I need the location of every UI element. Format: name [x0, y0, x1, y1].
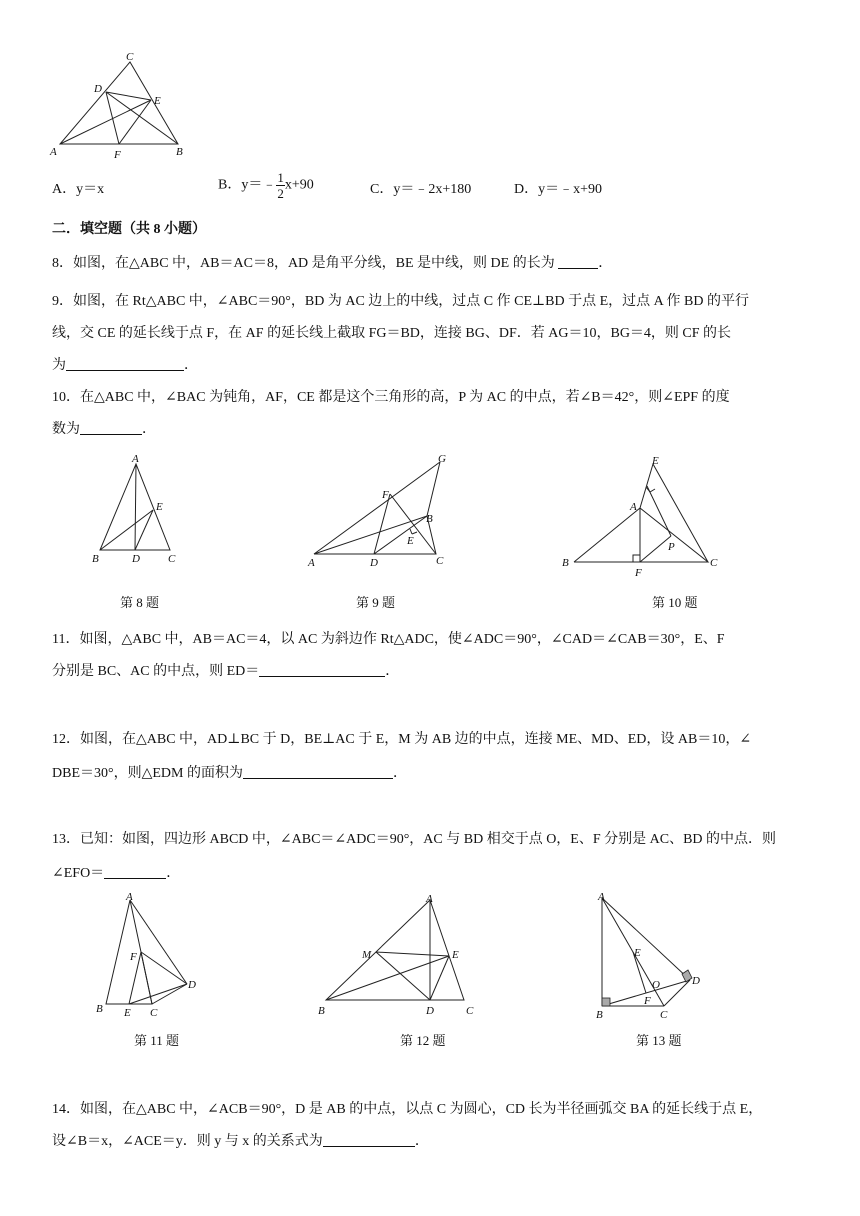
label-o: O: [652, 979, 660, 991]
question-13-line2: ∠EFO＝ ．: [52, 866, 181, 881]
label-a: A: [126, 891, 133, 903]
fraction-half: $\frac{1}{2}$: [277, 170, 284, 201]
label-e: E: [156, 501, 163, 513]
question-14-line2: 设∠B＝x，∠ACE＝y．则 y 与 x 的关系式为 ．: [52, 1134, 429, 1149]
caption-q9: 第 9 题: [356, 595, 396, 610]
label-f: F: [635, 567, 642, 579]
label-f: F: [382, 489, 389, 501]
question-11-line1: 11．如图，△ABC 中，AB＝AC＝4，以 AC 为斜边作 Rt△ADC，使∠ADC＝90°，∠CAD＝∠CAB＝30°，E、F: [52, 632, 725, 647]
question-9-line3: 为 ．: [52, 358, 198, 373]
caption-q10: 第 10 题: [652, 595, 698, 610]
label-e: E: [452, 949, 459, 961]
option-a: A．y＝x: [52, 182, 105, 197]
label-a: A: [132, 453, 139, 465]
label-d: D: [94, 83, 102, 95]
label-e: E: [154, 95, 161, 107]
label-a: A: [308, 557, 315, 569]
caption-q13: 第 13 题: [636, 1033, 682, 1048]
figure-q11: [92, 890, 212, 1020]
label-d: D: [370, 557, 378, 569]
label-d: D: [426, 1005, 434, 1017]
label-b: B: [318, 1005, 325, 1017]
figure-q9: [300, 452, 460, 572]
question-14-line1: 14．如图，在△ABC 中，∠ACB＝90°，D 是 AB 的中点，以点 C 为圆心，CD 长为半径画弧交 BA 的延长线于点 E，: [52, 1102, 763, 1117]
label-c: C: [466, 1005, 474, 1017]
question-8: 8．如图，在△ABC 中，AB＝AC＝8，AD 是角平分线，BE 是中线，则 DE 的长为 ．: [52, 256, 613, 271]
label-f: F: [644, 995, 651, 1007]
label-b: B: [596, 1009, 603, 1020]
question-10-line2: 数为 ．: [52, 422, 156, 437]
label-d: D: [692, 975, 700, 987]
section-heading: 二．填空题（共 8 小题）: [52, 222, 206, 237]
figure-q8: [88, 452, 188, 572]
figure-q12: [310, 890, 490, 1020]
caption-q12: 第 12 题: [400, 1033, 446, 1048]
answer-blank-11[interactable]: [259, 662, 385, 677]
option-b: B．y＝﹣ $\frac{1}{2}$ x+90: [218, 170, 314, 201]
label-b: B: [176, 146, 183, 158]
label-c: C: [150, 1007, 158, 1019]
caption-q8: 第 8 题: [120, 595, 160, 610]
label-b: B: [562, 557, 569, 569]
question-9-line1: 9．如图，在 Rt△ABC 中，∠ABC＝90°，BD 为 AC 边上的中线，过点 C 作 CE⊥BD 于点 E，过点 A 作 BD 的平行: [52, 294, 749, 309]
option-d: D．y＝﹣x+90: [514, 182, 603, 197]
label-b: B: [426, 513, 433, 525]
answer-blank-8[interactable]: [558, 254, 598, 269]
label-d: D: [188, 979, 196, 991]
label-c: C: [710, 557, 718, 569]
label-c: C: [436, 555, 444, 567]
label-a: A: [630, 501, 637, 513]
figure-q10: [558, 452, 728, 582]
figure-q7: [48, 50, 198, 162]
label-p: P: [668, 541, 675, 553]
label-a: A: [598, 891, 605, 903]
label-c: C: [126, 51, 134, 63]
question-10-line1: 10．在△ABC 中，∠BAC 为钝角，AF，CE 都是这个三角形的高，P 为 AC 的中点，若∠B＝42°，则∠EPF 的度: [52, 390, 730, 405]
label-d: D: [132, 553, 140, 565]
answer-blank-13[interactable]: [104, 864, 166, 879]
answer-blank-10[interactable]: [80, 420, 142, 435]
label-a: A: [50, 146, 57, 158]
label-f: F: [114, 149, 121, 161]
label-g: G: [438, 453, 446, 465]
label-b: B: [96, 1003, 103, 1015]
label-e: E: [124, 1007, 131, 1019]
question-9-line2: 线，交 CE 的延长线于点 F，在 AF 的延长线上截取 FG＝BD，连接 BG、DF．若 AG＝10，BG＝4，则 CF 的长: [52, 326, 732, 341]
question-11-line2: 分别是 BC、AC 的中点，则 ED＝ ．: [52, 664, 400, 679]
figure-q13: [590, 890, 730, 1020]
caption-q11: 第 11 题: [134, 1033, 180, 1048]
label-c: C: [168, 553, 176, 565]
label-e: E: [407, 535, 414, 547]
label-e: E: [634, 947, 641, 959]
label-e: E: [652, 455, 659, 467]
answer-blank-12[interactable]: [243, 764, 393, 779]
question-12-line2: DBE＝30°，则△EDM 的面积为 ．: [52, 766, 407, 781]
label-a: A: [426, 893, 433, 905]
question-13-line1: 13．已知：如图，四边形 ABCD 中，∠ABC＝∠ADC＝90°，AC 与 BD 相交于点 O，E、F 分别是 AC、BD 的中点．则: [52, 832, 777, 847]
question-12-line1: 12．如图，在△ABC 中，AD⊥BC 于 D，BE⊥AC 于 E，M 为 AB 边的中点，连接 ME、MD、ED，设 AB＝10，∠: [52, 732, 752, 747]
label-m: M: [362, 949, 372, 961]
answer-blank-14[interactable]: [323, 1132, 415, 1147]
answer-blank-9[interactable]: [66, 356, 184, 371]
label-b: B: [92, 553, 99, 565]
label-f: F: [130, 951, 137, 963]
label-c: C: [660, 1009, 668, 1020]
option-c: C．y＝﹣2x+180: [370, 182, 472, 197]
